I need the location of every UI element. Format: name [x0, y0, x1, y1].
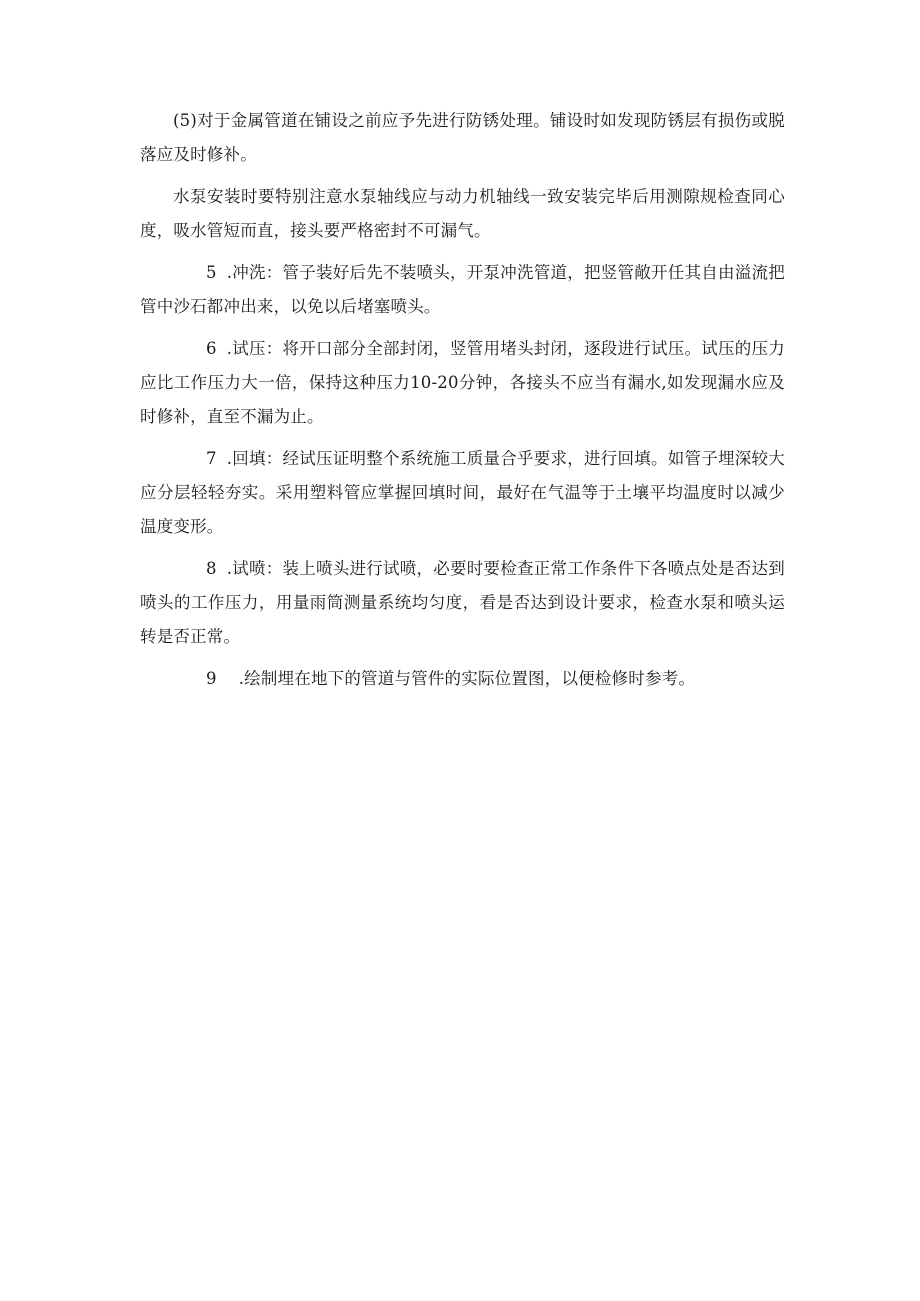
paragraph-step-5-flushing: [140, 256, 785, 324]
step-number: 6: [206, 339, 217, 358]
step-number: 5: [206, 263, 217, 282]
paragraph-step-9-drawing: [140, 662, 785, 696]
paragraph-text: 水泵安装时要特别注意水泵轴线应与动力机轴线一致安装完毕后用测隙规检查同心度，吸水管短而直，接头要严格密封不可漏气。: [140, 187, 785, 240]
paragraph-text: .冲洗：管子装好后先不装喷头，开泵冲洗管道，把竖管敞开任其自由溢流把管中沙石都冲出来，以免以后堵塞喷头。: [140, 263, 785, 316]
paragraph-text: .试压：将开口部分全部封闭，竖管用堵头封闭，逐段进行试压。试压的压力应比工作压力大一倍，保持这种压力10-20分钟，各接头不应当有漏水,如发现漏水应及时修补，直至不漏为止。: [140, 339, 785, 426]
paragraph-text: .试喷：装上喷头进行试喷，必要时要检查正常工作条件下各喷点处是否达到喷头的工作压力，用量雨筒测量系统均匀度，看是否达到设计要求，检查水泵和喷头运转是否正常。: [140, 559, 785, 646]
paragraph-text: .回填：经试压证明整个系统施工质量合乎要求，进行回填。如管子埋深较大应分层轻轻夯实。采用塑料管应掌握回填时间，最好在气温等于土壤平均温度时以减少温度变形。: [140, 449, 785, 536]
step-number: 9: [206, 669, 217, 688]
paragraph-pump-installation: [140, 180, 785, 248]
step-number: 8: [206, 559, 217, 578]
paragraph-step-7-backfill: [140, 442, 785, 544]
paragraph-step-6-pressure-test: [140, 332, 785, 434]
document-body: [140, 104, 785, 704]
paragraph-text: (5)对于金属管道在铺设之前应予先进行防锈处理。铺设时如发现防锈层有损伤或脱落应及时修补。: [140, 111, 785, 164]
step-number: 7: [206, 449, 217, 468]
paragraph-text: .绘制埋在地下的管道与管件的实际位置图，以便检修时参考。: [238, 669, 696, 688]
paragraph-step-8-test-spray: [140, 552, 785, 654]
paragraph-rust-prevention: [140, 104, 785, 172]
